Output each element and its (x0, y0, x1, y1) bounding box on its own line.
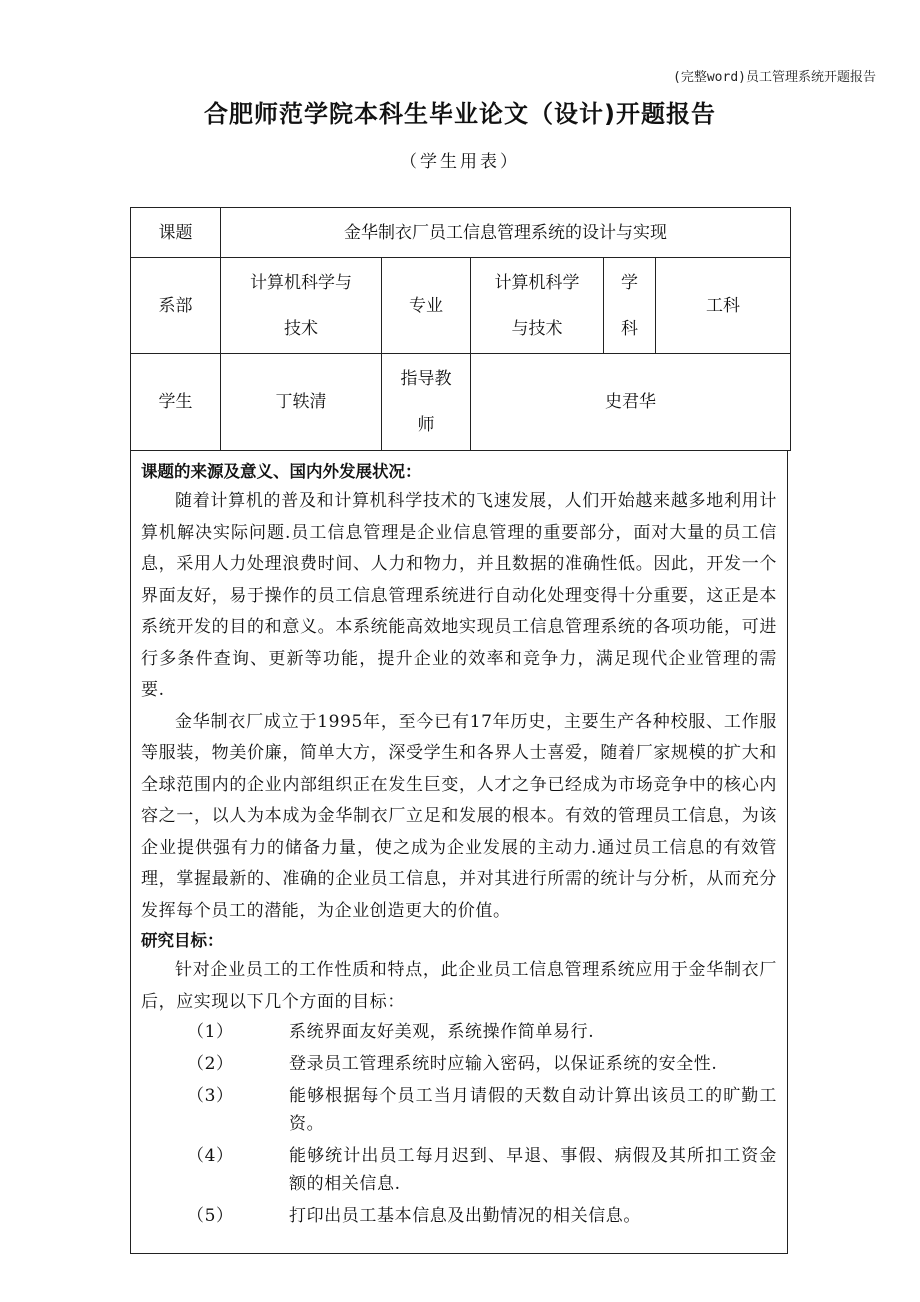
goal-text: 能够统计出员工每月迟到、早退、事假、病假及其所扣工资金额的相关信息. (289, 1146, 777, 1194)
goal-item (141, 1202, 777, 1230)
goals-intro-paragraph: 针对企业员工的工作性质和特点，此企业员工信息管理系统应用于金华制衣厂后，应实现以下几个方面的目标： (141, 960, 777, 1012)
goal-text: 登录员工管理系统时应输入密码，以保证系统的安全性. (289, 1054, 718, 1074)
goal-text: 打印出员工基本信息及出勤情况的相关信息。 (289, 1206, 641, 1226)
advisor-value: 史君华 (471, 354, 791, 451)
document-title: 合肥师范学院本科生毕业论文（设计)开题报告 (204, 100, 716, 128)
topic-row (131, 208, 791, 258)
goal-text: 能够根据每个员工当月请假的天数自动计算出该员工的旷勤工资。 (289, 1086, 777, 1134)
goal-number: （2） (187, 1054, 234, 1074)
major-value-line1: 计算机科学 (494, 272, 580, 293)
info-form-table (130, 207, 791, 451)
section-goals-heading: 研究目标： (141, 931, 224, 950)
goal-item (141, 1142, 777, 1198)
advisor-label-line2: 师 (417, 415, 435, 435)
dept-value (221, 258, 382, 354)
major-value (471, 258, 604, 354)
dept-label: 系部 (131, 258, 221, 354)
background-paragraph-2: 金华制衣厂成立于1995年，至今已有17年历史，主要生产各种校服、工作服等服装，物美价廉，简单大方，深受学生和各界人士喜爱，随着厂家规模的扩大和全球范围内的企业内部组织正在发生巨变，人才之争已经成为市场竞争中的核心内容之一，以人为本成为金华制衣厂立足和发展的根本。有效的管理员工信息，为该企业提供强有力的储备力量，使之成为企业发展的主动力.通过员工信息的有效管理，掌握最新的、准确的企业员工信息，并对其进行所需的统计与分析，从而充分发挥每个员工的潜能，为企业创造更大的价值。 (141, 711, 777, 921)
goal-item (141, 1018, 777, 1046)
report-body-cell (130, 450, 788, 1254)
discipline-label-line1: 学 (621, 272, 638, 293)
student-row (131, 354, 791, 451)
advisor-label (382, 354, 471, 451)
discipline-label (604, 258, 656, 354)
goal-text: 系统界面友好美观，系统操作简单易行. (289, 1022, 595, 1042)
student-label: 学生 (131, 354, 221, 451)
background-paragraph-1: 随着计算机的普及和计算机科学技术的飞速发展，人们开始越来越多地利用计算机解决实际问题.员工信息管理是企业信息管理的重要部分，面对大量的员工信息，采用人力处理浪费时间、人力和物力，并且数据的准确性低。因此，开发一个界面友好，易于操作的员工信息管理系统进行自动化处理变得十分重要，这正是本系统开发的目的和意义。本系统能高效地实现员工信息管理系统的各项功能，可进行多条件查询、更新等功能，提升企业的效率和竞争力，满足现代企业管理的需要. (141, 491, 777, 700)
dept-row (131, 258, 791, 354)
goal-number: （1） (187, 1022, 234, 1042)
goal-number: （3） (187, 1086, 234, 1106)
advisor-label-line1: 指导教 (400, 369, 452, 389)
dept-value-line2: 技术 (284, 318, 318, 339)
discipline-value: 工科 (656, 258, 791, 354)
goal-number: （4） (187, 1146, 234, 1166)
goal-item (141, 1082, 777, 1138)
topic-value: 金华制衣厂员工信息管理系统的设计与实现 (221, 208, 791, 258)
major-value-line2: 与技术 (511, 318, 563, 339)
goal-item (141, 1050, 777, 1078)
major-label: 专业 (382, 258, 471, 354)
topic-label: 课题 (131, 208, 221, 258)
section-background-heading: 课题的来源及意义、国内外发展状况： (141, 462, 422, 481)
goal-number: （5） (187, 1206, 234, 1226)
discipline-label-line2: 科 (621, 318, 638, 339)
header-note: (完整word)员工管理系统开题报告 (673, 70, 876, 85)
goal-list (141, 1018, 777, 1230)
dept-value-line1: 计算机科学与 (250, 272, 352, 293)
document-subtitle: （学生用表） (400, 152, 520, 172)
student-value: 丁轶清 (221, 354, 382, 451)
